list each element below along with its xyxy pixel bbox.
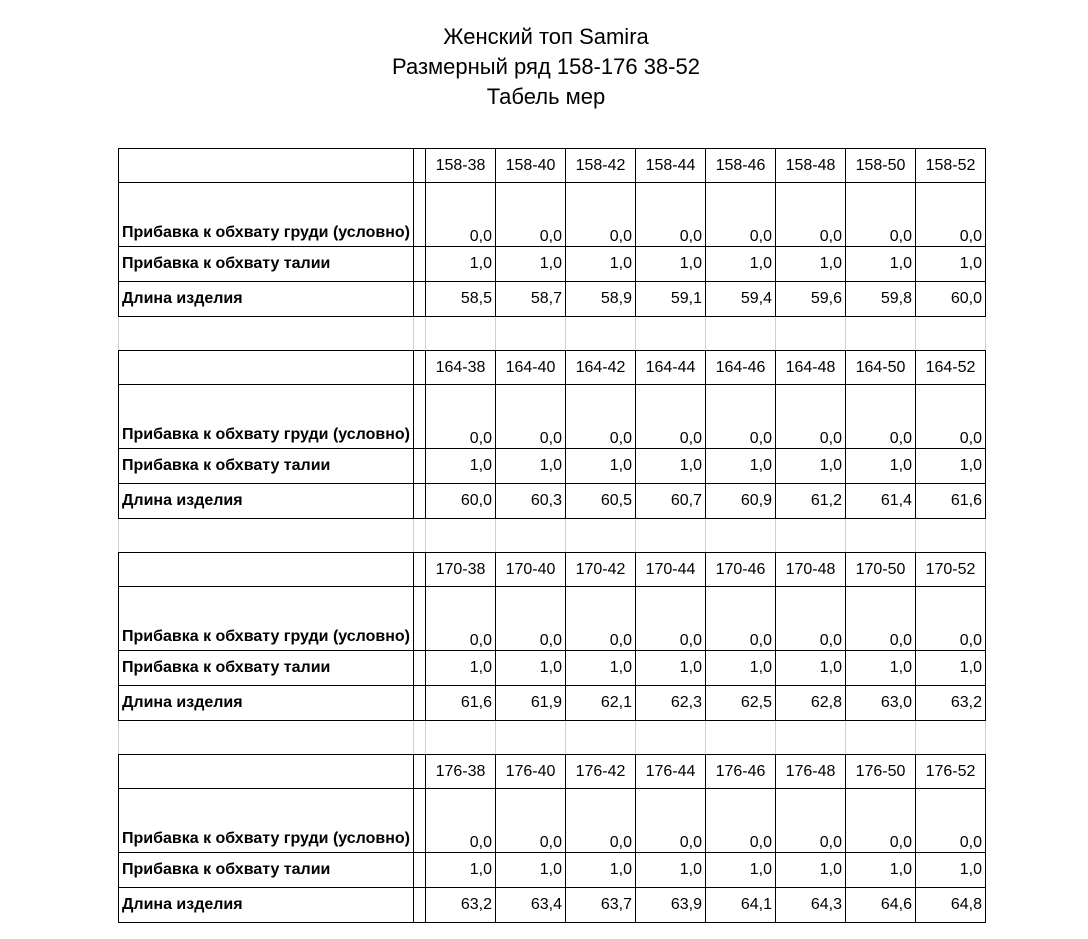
size-header-cell: 170-40 [496,553,566,587]
length-value-cell: 60,3 [496,484,566,519]
size-header-cell: 170-48 [776,553,846,587]
separator-cell [414,686,426,721]
size-header-cell: 176-52 [916,755,986,789]
waist-value-cell: 1,0 [426,247,496,282]
separator-cell [414,888,426,923]
garment-length-row [119,282,986,317]
chest-value-cell: 0,0 [916,587,986,651]
chest-value-cell: 0,0 [496,587,566,651]
size-header-cell: 158-40 [496,149,566,183]
size-header-cell: 158-42 [566,149,636,183]
length-value-cell: 63,0 [846,686,916,721]
spacer-cell [566,721,636,755]
chest-value-cell: 0,0 [776,587,846,651]
chest-value-cell: 0,0 [566,385,636,449]
waist-value-cell: 1,0 [636,853,706,888]
spacer-cell [776,519,846,553]
chest-value-cell: 0,0 [566,789,636,853]
waist-value-cell: 1,0 [706,449,776,484]
spacer-cell [846,317,916,351]
spacer-cell [706,721,776,755]
separator-cell [414,449,426,484]
waist-label: Прибавка к обхвату талии [119,247,414,282]
length-value-cell: 61,4 [846,484,916,519]
size-header-cell: 170-52 [916,553,986,587]
chest-value-cell: 0,0 [496,385,566,449]
waist-value-cell: 1,0 [916,853,986,888]
length-label: Длина изделия [119,686,414,721]
spacer-cell [916,519,986,553]
title-measure-chart: Табель мер [486,84,606,109]
size-header-cell: 170-44 [636,553,706,587]
length-value-cell: 61,6 [426,686,496,721]
size-header-cell: 158-52 [916,149,986,183]
separator-cell [414,755,426,789]
length-value-cell: 62,8 [776,686,846,721]
waist-value-cell: 1,0 [426,853,496,888]
size-header-cell: 158-44 [636,149,706,183]
spacer-cell [916,721,986,755]
waist-value-cell: 1,0 [706,247,776,282]
waist-value-cell: 1,0 [496,853,566,888]
size-header-cell: 164-48 [776,351,846,385]
length-value-cell: 59,4 [706,282,776,317]
waist-value-cell: 1,0 [496,449,566,484]
size-header-cell: 176-40 [496,755,566,789]
waist-value-cell: 1,0 [566,651,636,686]
measurement-table [118,148,986,923]
chest-value-cell: 0,0 [636,789,706,853]
separator-cell [414,183,426,247]
chest-value-cell: 0,0 [636,183,706,247]
spacer-cell [426,519,496,553]
length-value-cell: 61,2 [776,484,846,519]
spacer-row [119,721,986,755]
chest-allowance-row [119,789,986,853]
size-header-cell: 176-46 [706,755,776,789]
size-header-cell: 158-50 [846,149,916,183]
length-value-cell: 63,2 [426,888,496,923]
document-title [0,22,1088,112]
waist-value-cell: 1,0 [706,853,776,888]
spacer-cell [706,317,776,351]
spacer-cell [119,317,414,351]
chest-value-cell: 0,0 [706,385,776,449]
spacer-cell [566,519,636,553]
garment-length-row [119,484,986,519]
spacer-row [119,317,986,351]
separator-cell [414,484,426,519]
length-value-cell: 61,6 [916,484,986,519]
spacer-cell [636,721,706,755]
chest-value-cell: 0,0 [776,183,846,247]
separator-cell [414,651,426,686]
chest-value-cell: 0,0 [916,789,986,853]
waist-value-cell: 1,0 [846,449,916,484]
spacer-cell [496,519,566,553]
length-value-cell: 60,0 [916,282,986,317]
separator-cell [414,247,426,282]
header-blank-cell [119,149,414,183]
spacer-cell [496,721,566,755]
waist-label: Прибавка к обхвату талии [119,449,414,484]
chest-value-cell: 0,0 [566,587,636,651]
size-header-cell: 164-52 [916,351,986,385]
length-value-cell: 62,5 [706,686,776,721]
chest-value-cell: 0,0 [706,587,776,651]
length-value-cell: 63,7 [566,888,636,923]
spacer-row [119,519,986,553]
waist-value-cell: 1,0 [776,247,846,282]
length-value-cell: 59,1 [636,282,706,317]
size-header-row [119,553,986,587]
size-header-cell: 170-50 [846,553,916,587]
chest-allowance-row [119,385,986,449]
spacer-cell [119,721,414,755]
length-value-cell: 58,9 [566,282,636,317]
separator-cell [414,385,426,449]
waist-value-cell: 1,0 [846,247,916,282]
waist-value-cell: 1,0 [846,853,916,888]
size-header-cell: 164-44 [636,351,706,385]
chest-value-cell: 0,0 [916,183,986,247]
waist-label: Прибавка к обхвату талии [119,853,414,888]
waist-value-cell: 1,0 [636,449,706,484]
size-header-cell: 164-38 [426,351,496,385]
spacer-cell [776,721,846,755]
length-value-cell: 60,7 [636,484,706,519]
size-header-row [119,351,986,385]
chest-allowance-row [119,587,986,651]
size-header-cell: 164-42 [566,351,636,385]
chest-value-cell: 0,0 [846,183,916,247]
length-value-cell: 59,8 [846,282,916,317]
chest-value-cell: 0,0 [846,789,916,853]
length-value-cell: 63,9 [636,888,706,923]
spacer-cell [636,519,706,553]
size-header-cell: 158-46 [706,149,776,183]
chest-value-cell: 0,0 [426,587,496,651]
length-value-cell: 62,1 [566,686,636,721]
spacer-cell [496,317,566,351]
waist-value-cell: 1,0 [426,449,496,484]
spacer-cell [916,317,986,351]
header-blank-cell [119,351,414,385]
chest-value-cell: 0,0 [426,789,496,853]
size-header-row [119,755,986,789]
chest-label: Прибавка к обхвату груди (условно) [119,587,414,651]
separator-cell [414,351,426,385]
waist-value-cell: 1,0 [496,651,566,686]
spacer-cell [414,721,426,755]
title-size-range: Размерный ряд 158-176 38-52 [392,54,700,79]
waist-value-cell: 1,0 [776,651,846,686]
spacer-cell [414,317,426,351]
length-value-cell: 63,4 [496,888,566,923]
size-header-cell: 164-46 [706,351,776,385]
waist-allowance-row [119,853,986,888]
spacer-cell [566,317,636,351]
measurement-table-wrap [118,148,986,923]
garment-length-row [119,686,986,721]
waist-value-cell: 1,0 [636,247,706,282]
length-value-cell: 61,9 [496,686,566,721]
size-header-cell: 176-48 [776,755,846,789]
waist-value-cell: 1,0 [916,247,986,282]
chest-value-cell: 0,0 [426,183,496,247]
waist-value-cell: 1,0 [566,247,636,282]
size-header-row [119,149,986,183]
chest-value-cell: 0,0 [496,789,566,853]
length-value-cell: 59,6 [776,282,846,317]
waist-value-cell: 1,0 [636,651,706,686]
length-label: Длина изделия [119,282,414,317]
header-blank-cell [119,553,414,587]
size-header-cell: 164-50 [846,351,916,385]
spacer-cell [426,721,496,755]
spacer-cell [846,721,916,755]
length-value-cell: 60,9 [706,484,776,519]
garment-length-row [119,888,986,923]
chest-value-cell: 0,0 [636,385,706,449]
waist-allowance-row [119,247,986,282]
waist-value-cell: 1,0 [776,449,846,484]
length-value-cell: 62,3 [636,686,706,721]
chest-value-cell: 0,0 [566,183,636,247]
waist-value-cell: 1,0 [496,247,566,282]
chest-value-cell: 0,0 [916,385,986,449]
length-value-cell: 64,3 [776,888,846,923]
length-value-cell: 63,2 [916,686,986,721]
spacer-cell [119,519,414,553]
separator-cell [414,149,426,183]
size-header-cell: 164-40 [496,351,566,385]
spacer-cell [426,317,496,351]
chest-value-cell: 0,0 [496,183,566,247]
size-header-cell: 170-46 [706,553,776,587]
size-header-cell: 170-38 [426,553,496,587]
separator-cell [414,553,426,587]
title-product: Женский топ Samira [443,24,649,49]
waist-value-cell: 1,0 [566,449,636,484]
chest-value-cell: 0,0 [846,587,916,651]
waist-value-cell: 1,0 [776,853,846,888]
size-header-cell: 158-38 [426,149,496,183]
chest-value-cell: 0,0 [776,789,846,853]
waist-value-cell: 1,0 [916,651,986,686]
waist-label: Прибавка к обхвату талии [119,651,414,686]
spacer-cell [414,519,426,553]
spacer-cell [776,317,846,351]
separator-cell [414,282,426,317]
chest-value-cell: 0,0 [706,183,776,247]
size-header-cell: 176-50 [846,755,916,789]
size-header-cell: 176-38 [426,755,496,789]
length-value-cell: 64,6 [846,888,916,923]
size-header-cell: 176-42 [566,755,636,789]
spacer-cell [706,519,776,553]
size-header-cell: 170-42 [566,553,636,587]
chest-value-cell: 0,0 [706,789,776,853]
chest-value-cell: 0,0 [846,385,916,449]
waist-value-cell: 1,0 [916,449,986,484]
spacer-cell [636,317,706,351]
waist-allowance-row [119,449,986,484]
length-value-cell: 58,7 [496,282,566,317]
header-blank-cell [119,755,414,789]
length-value-cell: 64,8 [916,888,986,923]
spacer-cell [846,519,916,553]
separator-cell [414,789,426,853]
waist-value-cell: 1,0 [426,651,496,686]
chest-label: Прибавка к обхвату груди (условно) [119,183,414,247]
chest-value-cell: 0,0 [636,587,706,651]
chest-value-cell: 0,0 [776,385,846,449]
length-value-cell: 58,5 [426,282,496,317]
length-value-cell: 64,1 [706,888,776,923]
length-value-cell: 60,0 [426,484,496,519]
waist-value-cell: 1,0 [846,651,916,686]
waist-allowance-row [119,651,986,686]
chest-label: Прибавка к обхвату груди (условно) [119,385,414,449]
separator-cell [414,587,426,651]
size-header-cell: 176-44 [636,755,706,789]
waist-value-cell: 1,0 [566,853,636,888]
length-value-cell: 60,5 [566,484,636,519]
length-label: Длина изделия [119,888,414,923]
chest-allowance-row [119,183,986,247]
length-label: Длина изделия [119,484,414,519]
chest-value-cell: 0,0 [426,385,496,449]
waist-value-cell: 1,0 [706,651,776,686]
size-header-cell: 158-48 [776,149,846,183]
chest-label: Прибавка к обхвату груди (условно) [119,789,414,853]
separator-cell [414,853,426,888]
